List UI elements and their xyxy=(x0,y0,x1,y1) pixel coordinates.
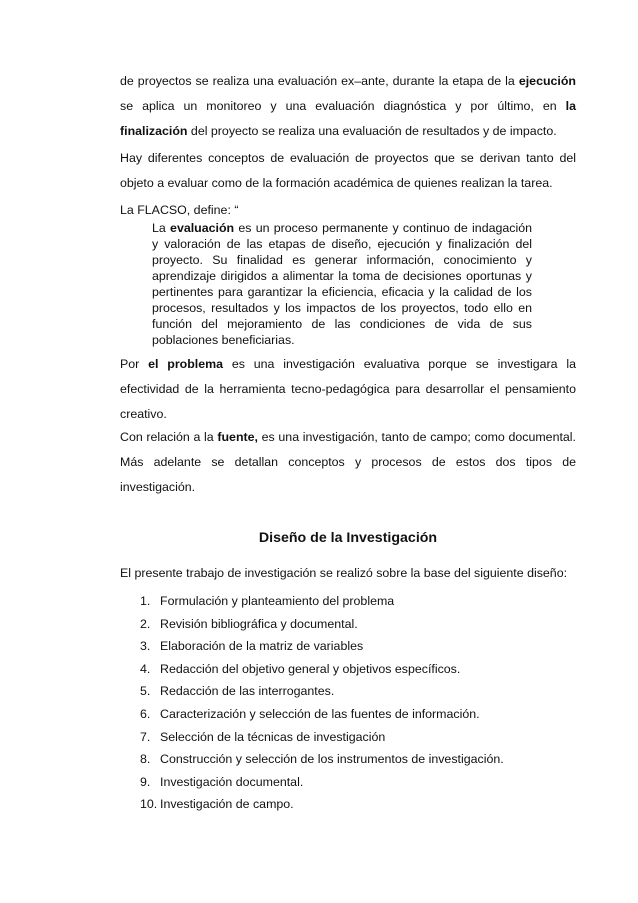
list-item-text: Redacción de las interrogantes. xyxy=(160,684,335,699)
text-run: del proyecto se realiza una evaluación de resultados y de impacto. xyxy=(187,124,557,138)
list-item xyxy=(140,748,580,771)
paragraph-source xyxy=(120,425,576,500)
list-item-text: Investigación de campo. xyxy=(160,797,294,812)
bold-term-finalizacion: la finalización xyxy=(120,99,576,138)
list-item-number: 2. xyxy=(140,616,151,631)
text-run: Con relación a la xyxy=(120,430,218,444)
list-item-number: 7. xyxy=(140,729,151,744)
paragraph-evaluation-concepts: Hay diferentes conceptos de evaluación de proyectos que se derivan tanto del objeto a evaluar como de la formación académica de quienes realizan la tarea. xyxy=(120,151,576,190)
list-item-text: Investigación documental. xyxy=(160,774,304,789)
paragraph-evaluation-stages xyxy=(120,69,576,144)
text-run: La xyxy=(152,221,171,235)
list-item xyxy=(140,703,580,726)
list-item-number: 10. xyxy=(140,797,158,812)
list-item xyxy=(140,680,580,703)
bold-term-problema: el problema xyxy=(148,357,224,371)
bold-term-fuente: fuente, xyxy=(217,430,258,444)
list-item-number: 8. xyxy=(140,752,151,767)
text-run: Por xyxy=(120,357,149,371)
list-item-number: 6. xyxy=(140,706,151,721)
text-run: es una investigación, tanto de campo; como documental. Más adelante se detallan conceptos y procesos de estos dos tipos de investigación. xyxy=(120,430,576,494)
paragraph-design-intro: El presente trabajo de investigación se realizó sobre la base del siguiente diseño: xyxy=(120,566,568,580)
paragraph-flacso-intro: La FLACSO, define: “ xyxy=(120,203,239,217)
list-item-text: Redacción del objetivo general y objetivos específicos. xyxy=(160,661,461,676)
list-item-number: 3. xyxy=(140,639,151,654)
bold-term-ejecucion: ejecución xyxy=(518,74,576,88)
list-item-number: 4. xyxy=(140,661,151,676)
list-item-text: Elaboración de la matriz de variables xyxy=(160,639,364,654)
list-item-text: Construcción y selección de los instrumentos de investigación. xyxy=(160,752,504,767)
list-item xyxy=(140,613,580,636)
list-item-text: Formulación y planteamiento del problema xyxy=(160,594,395,608)
section-heading: Diseño de la Investigación xyxy=(258,530,438,546)
list-item-text: Caracterización y selección de las fuentes de información. xyxy=(160,706,480,721)
list-item-text: Selección de la técnicas de investigación xyxy=(160,729,386,744)
paragraph-problem xyxy=(120,352,576,427)
block-quote-flacso xyxy=(152,220,532,348)
list-item xyxy=(140,635,580,658)
text-run: es una investigación evaluativa porque se investigara la efectividad de la herramienta tecno-pedagógica para desarrollar el pensamiento creativo. xyxy=(120,357,576,421)
list-item xyxy=(140,658,580,681)
list-item-number: 9. xyxy=(140,774,151,789)
list-item-number: 1. xyxy=(140,594,151,608)
text-run: de proyectos se realiza una evaluación ex–ante, durante la etapa de la xyxy=(120,74,519,88)
text-run: se aplica un monitoreo y una evaluación diagnóstica y por último, en xyxy=(120,99,566,113)
design-steps-list xyxy=(140,590,580,816)
bold-term-evaluacion: evaluación xyxy=(170,221,235,235)
list-item-number: 5. xyxy=(140,684,151,699)
list-item xyxy=(140,590,580,613)
text-run: es un proceso permanente y continuo de indagación y valoración de las etapas de diseño, ejecución y finalización del proyecto. Su finalidad es generar información, conocimiento y aprendizaje dirigidos a alimentar la toma de decisiones oportunas y pertinentes para garantizar la eficiencia, eficacia y la calidad de los procesos, resultados y los impactos de los proyectos, todo ello en función del mejoramiento de las condiciones de vida de sus poblaciones beneficiarias. xyxy=(152,221,532,347)
list-item xyxy=(140,771,580,794)
list-item xyxy=(140,726,580,749)
list-item-text: Revisión bibliográfica y documental. xyxy=(160,616,358,631)
list-item xyxy=(140,793,580,816)
